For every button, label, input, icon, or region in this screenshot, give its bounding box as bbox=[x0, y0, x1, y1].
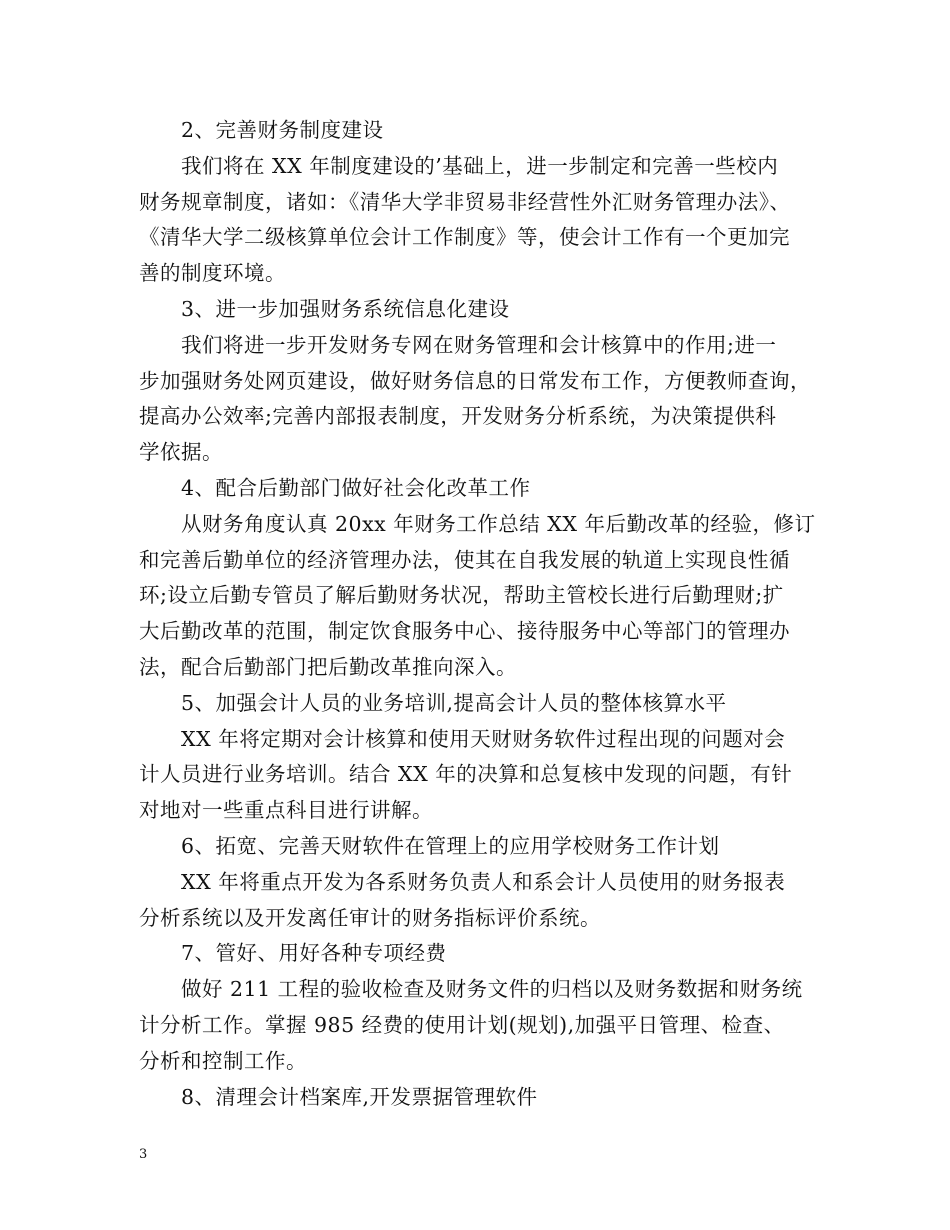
paragraph-line: XX 年将重点开发为各系财务负责人和系会计人员使用的财务报表 bbox=[181, 869, 786, 894]
paragraph-line: 善的制度环境。 bbox=[139, 261, 286, 286]
paragraph-line: 财务规章制度，诸如：《清华大学非贸易非经营性外汇财务管理办法》、 bbox=[139, 189, 791, 214]
document-body bbox=[139, 113, 817, 1115]
paragraph-line: 对地对一些重点科目进行讲解。 bbox=[139, 798, 433, 823]
paragraph-line: 法，配合后勤部门把后勤改革推向深入。 bbox=[139, 654, 517, 679]
paragraph-line: 《清华大学二级核算单位会计工作制度》等，使会计工作有一个更加完 bbox=[139, 225, 790, 250]
page-number: 3 bbox=[139, 1147, 148, 1162]
paragraph-line: 我们将进一步开发财务专网在财务管理和会计核算中的作用;进一 bbox=[181, 332, 777, 357]
paragraph-line: 分析系统以及开发离任审计的财务指标评价系统。 bbox=[139, 905, 601, 930]
paragraph-line: 从财务角度认真 20xx 年财务工作总结 XX 年后勤改革的经验，修订 bbox=[181, 511, 816, 536]
paragraph-line: 步加强财务处网页建设，做好财务信息的日常发布工作，方便教师查询， bbox=[139, 368, 811, 393]
heading-line: 5、加强会计人员的业务培训,提高会计人员的整体核算水平 bbox=[181, 690, 727, 715]
paragraph-line: 学依据。 bbox=[139, 440, 223, 465]
paragraph-line: 做好 211 工程的验收检查及财务文件的归档以及财务数据和财务统 bbox=[181, 977, 803, 1002]
paragraph-line: 计人员进行业务培训。结合 XX 年的决算和总复核中发现的问题，有针 bbox=[139, 762, 793, 787]
paragraph-line: 我们将在 XX 年制度建设的’基础上，进一步制定和完善一些校内 bbox=[181, 153, 779, 178]
paragraph-line: 和完善后勤单位的经济管理办法，使其在自我发展的轨道上实现良性循 bbox=[139, 547, 790, 572]
heading-line: 6、拓宽、完善天财软件在管理上的应用学校财务工作计划 bbox=[181, 833, 720, 858]
paragraph-line: 计分析工作。掌握 985 经费的使用计划(规划),加强平日管理、检查、 bbox=[139, 1012, 785, 1037]
paragraph-line: 大后勤改革的范围，制定饮食服务中心、接待服务中心等部门的管理办 bbox=[139, 619, 790, 644]
paragraph-line: 分析和控制工作。 bbox=[139, 1048, 307, 1073]
paragraph-line: 提高办公效率;完善内部报表制度，开发财务分析系统，为决策提供科 bbox=[139, 404, 777, 429]
heading-line: 2、完善财务制度建设 bbox=[181, 118, 384, 142]
paragraph-line: XX 年将定期对会计核算和使用天财财务软件过程出现的问题对会 bbox=[181, 726, 786, 751]
heading-line: 8、清理会计档案库,开发票据管理软件 bbox=[181, 1084, 538, 1109]
heading-line: 4、配合后勤部门做好社会化改革工作 bbox=[181, 475, 531, 500]
heading-line: 7、管好、用好各种专项经费 bbox=[181, 941, 447, 966]
heading-line: 3、进一步加强财务系统信息化建设 bbox=[181, 296, 510, 321]
paragraph-line: 环;设立后勤专管员了解后勤财务状况，帮助主管校长进行后勤理财;扩 bbox=[139, 583, 784, 608]
